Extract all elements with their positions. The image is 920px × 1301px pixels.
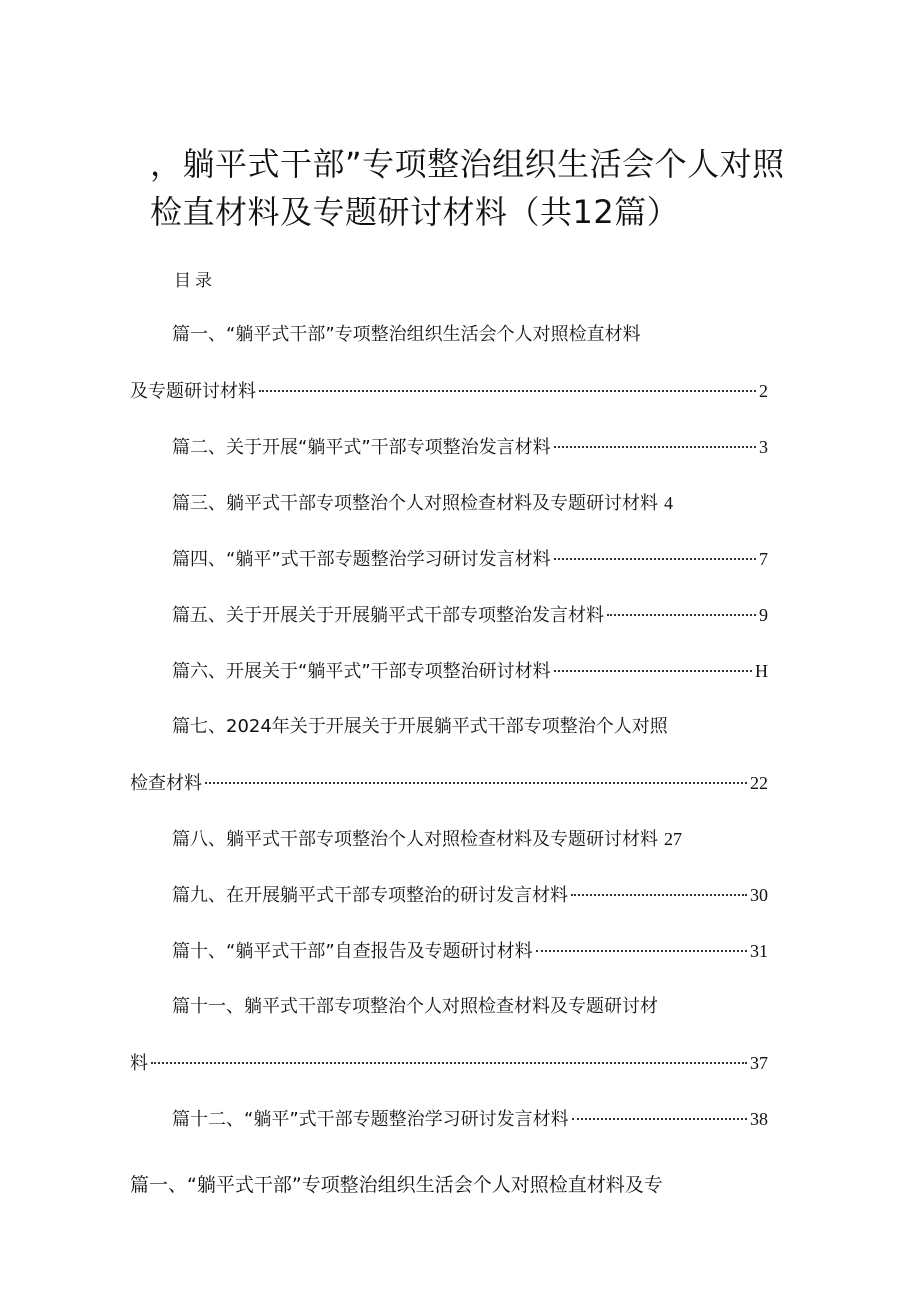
toc-page-number: H [755,661,768,681]
dot-leader [554,558,756,560]
dot-leader [536,950,747,952]
dot-leader [259,390,756,392]
toc-page-number: 37 [750,1053,768,1073]
toc-item-7-line-2[interactable] [130,768,768,798]
toc-item-2[interactable] [172,432,768,462]
toc-item-text: 篇四、“躺平”式干部专题整治学习研讨发言材料 [172,549,551,570]
toc-item-text: 篇九、在开展躺平式干部专项整治的研讨发言材料 [172,885,568,906]
toc-page-number: 3 [759,437,768,457]
toc-heading: 目录 [174,271,216,291]
dot-leader [554,670,752,672]
toc-page-number: 30 [750,885,768,905]
dot-leader [571,894,747,896]
toc-item-text: 篇六、开展关于“躺平式”干部专项整治研讨材料 [172,661,551,682]
dot-leader [554,446,756,448]
toc-page-number: 38 [750,1109,768,1129]
toc-item-11-line-2[interactable] [130,1048,768,1078]
toc-page-number: 4 [664,493,673,513]
toc-item-text: 篇七、2024年关于开展关于开展躺平式干部专项整治个人对照 [172,716,668,737]
dot-leader [151,1062,747,1064]
toc-item-text: 检查材料 [130,773,202,794]
toc-item-5[interactable] [172,600,768,630]
toc-page-number: 2 [759,381,768,401]
toc-item-text: 篇三、躺平式干部专项整治个人对照检查材料及专题研讨材料 [172,493,658,514]
toc-item-3[interactable] [172,488,768,518]
toc-item-7-line-1[interactable] [172,712,768,742]
toc-page-number: 22 [750,773,768,793]
toc-item-1-line-1[interactable] [172,320,768,350]
toc-item-text: 料 [130,1053,148,1074]
toc-item-9[interactable] [172,880,768,910]
toc-page-number: 7 [759,549,768,569]
toc-item-11-line-1[interactable] [172,992,768,1022]
section-heading: 篇一、“躺平式干部”专项整治组织生活会个人对照检直材料及专 [130,1174,663,1196]
toc-item-text: 篇二、关于开展“躺平式”干部专项整治发言材料 [172,437,551,458]
toc-item-4[interactable] [172,544,768,574]
toc-item-text: 篇十二、“躺平”式干部专题整治学习研讨发言材料 [172,1109,569,1130]
document-title [150,140,790,236]
dot-leader [607,614,756,616]
toc-item-10[interactable] [172,936,768,966]
title-line-2: 检直材料及专题研讨材料（共12篇） [150,193,680,231]
toc-item-1-line-2[interactable] [130,376,768,406]
dot-leader [572,1118,747,1120]
toc-item-8[interactable] [172,824,768,854]
toc-item-6[interactable] [172,656,768,686]
title-line-1: ，躺平式干部”专项整治组织生活会个人对照 [150,145,785,183]
toc-item-text: 篇一、“躺平式干部”专项整治组织生活会个人对照检直材料 [172,324,641,345]
toc-page-number: 9 [759,605,768,625]
toc-page-number: 27 [664,829,682,849]
toc-item-text: 及专题研讨材料 [130,381,256,402]
toc-item-text: 篇八、躺平式干部专项整治个人对照检查材料及专题研讨材料 [172,829,658,850]
dot-leader [205,782,747,784]
toc-item-text: 篇十、“躺平式干部”自查报告及专题研讨材料 [172,941,533,962]
toc-item-text: 篇五、关于开展关于开展躺平式干部专项整治发言材料 [172,605,604,626]
toc-item-text: 篇十一、躺平式干部专项整治个人对照检查材料及专题研讨材 [172,996,658,1017]
toc-page-number: 31 [750,941,768,961]
toc-item-12[interactable] [172,1104,768,1134]
